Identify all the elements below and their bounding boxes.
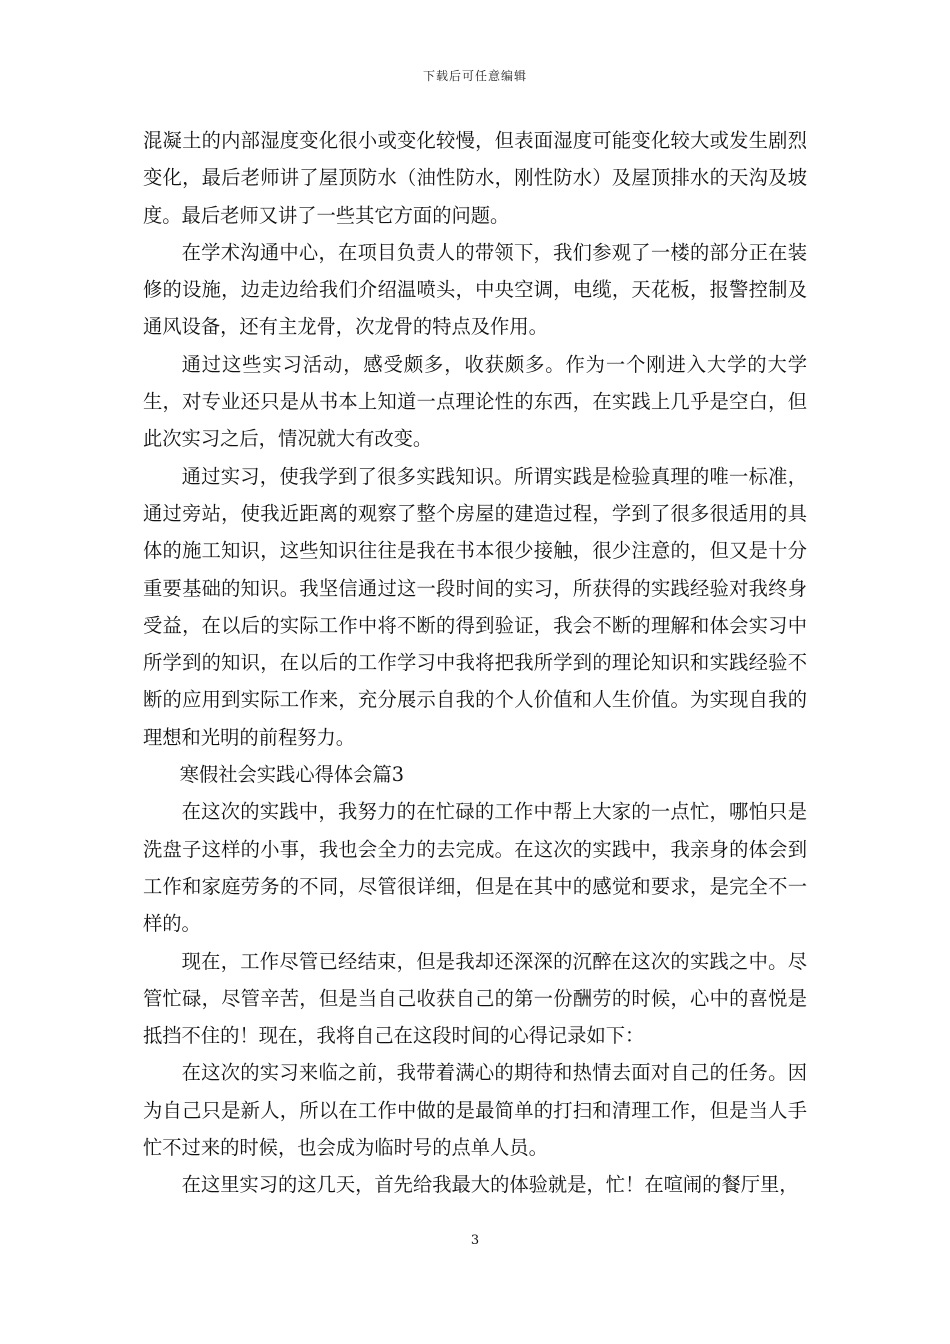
paragraph: 通过这些实习活动，感受颇多，收获颇多。作为一个刚进入大学的大学生，对专业还只是从书本上知道一点理论性的东西，在实践上几乎是空白，但此次实习之后，情况就大有改变。 [143, 352, 807, 451]
page-header: 下载后可任意编辑 [422, 69, 527, 83]
paragraph: 在这次的实习来临之前，我带着满心的期待和热情去面对自己的任务。因为自己只是新人，所以在工作中做的是最简单的打扫和清理工作，但是当人手忙不过来的时候，也会成为临时号的点单人员。 [143, 1061, 807, 1160]
paragraph: 在这里实习的这几天，首先给我最大的体验就是，忙！在喧闹的餐厅里， [181, 1173, 799, 1197]
section-heading: 寒假社会实践心得体会篇3 [179, 763, 405, 787]
paragraph: 通过实习，使我学到了很多实践知识。所谓实践是检验真理的唯一标准，通过旁站，使我近距离的观察了整个房屋的建造过程，学到了很多很适用的具体的施工知识，这些知识往往是我在书本很少接触，很少注意的，但又是十分重要基础的知识。我坚信通过这一段时间的实习，所获得的实践经验对我终身受益，在以后的实际工作中将不断的得到验证，我会不断的理解和体会实习中所学到的知识，在以后的工作学习中我将把我所学到的理论知识和实践经验不断的应用到实际工作来，充分展示自我的个人价值和人生价值。为实现自我的理想和光明的前程努力。 [143, 464, 807, 749]
document-body [143, 122, 807, 1204]
paragraph: 在这次的实践中，我努力的在忙碌的工作中帮上大家的一点忙，哪怕只是洗盘子这样的小事，我也会全力的去完成。在这次的实践中，我亲身的体会到工作和家庭劳务的不同，尽管很详细，但是在其中的感觉和要求，是完全不一样的。 [143, 800, 807, 936]
page-number: 3 [470, 1233, 480, 1248]
paragraph: 现在，工作尽管已经结束，但是我却还深深的沉醉在这次的实践之中。尽管忙碌，尽管辛苦，但是当自己收获自己的第一份酬劳的时候，心中的喜悦是抵挡不住的！现在，我将自己在这段时间的心得记录如下： [143, 949, 807, 1048]
paragraph: 在学术沟通中心，在项目负责人的带领下，我们参观了一楼的部分正在装修的设施，边走边给我们介绍温喷头，中央空调，电缆，天花板，报警控制及通风设备，还有主龙骨，次龙骨的特点及作用。 [143, 240, 807, 339]
paragraph: 混凝土的内部湿度变化很小或变化较慢，但表面湿度可能变化较大或发生剧烈变化，最后老师讲了屋顶防水（油性防水，刚性防水）及屋顶排水的天沟及坡度。最后老师又讲了一些其它方面的问题。 [143, 129, 807, 227]
